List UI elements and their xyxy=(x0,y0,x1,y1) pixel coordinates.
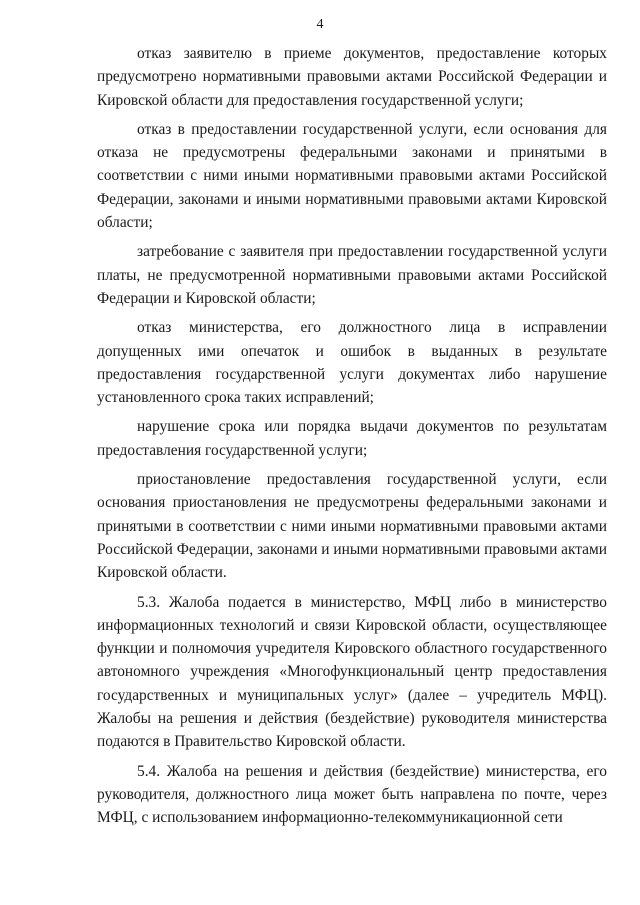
paragraph-5-4: 5.4. Жалоба на решения и действия (бездействие) министерства, его руководителя, должностного лица может быть направлена по почте, через МФЦ, с использованием информационно-телекоммуникационной сети xyxy=(97,762,607,827)
page-number: 4 xyxy=(316,17,324,32)
paragraph-refusal-service: отказ в предоставлении государственной услуги, если основания для отказа не предусмотрены федеральными законами и принятыми в соответствии с ними иными нормативными правовыми актами Российской Федерации, законами и иными нормативными правовыми актами Кировской области; xyxy=(97,120,607,232)
paragraph-5-3: 5.3. Жалоба подается в министерство, МФЦ либо в министерство информационных технологий и связи Кировской области, осуществляющее функции и полномочия учредителя Кировского областного государственного автономного учреждения «Многофункциональный центр предоставления государственных и муниципальных услуг» (далее – учредитель МФЦ). Жалобы на решения и действия (бездействие) руководителя министерства подаются в Правительство Кировской области. xyxy=(97,593,607,751)
paragraph-typo-correction-refusal: отказ министерства, его должностного лица в исправлении допущенных ими опечаток и ошибок в выданных в результате предоставления государственной услуги документах либо нарушение установленного срока таких исправлений; xyxy=(97,319,607,407)
paragraph-issuance-violation: нарушение срока или порядка выдачи документов по результатам предоставления государственной услуги; xyxy=(97,418,607,459)
paragraph-refusal-documents: отказ заявителю в приеме документов, предоставление которых предусмотрено нормативными правовыми актами Российской Федерации и Кировской области для предоставления государственной услуги; xyxy=(97,45,607,109)
document-body xyxy=(97,42,607,836)
paragraph-fee-demand: затребование с заявителя при предоставлении государственной услуги платы, не предусмотренной нормативными правовыми актами Российской Федерации и Кировской области; xyxy=(97,243,607,307)
paragraph-suspension: приостановление предоставления государственной услуги, если основания приостановления не предусмотрены федеральными законами и принятыми в соответствии с ними иными нормативными правовыми актами Российской Федерации, законами и иными нормативными правовыми актами Кировской области. xyxy=(97,471,607,582)
